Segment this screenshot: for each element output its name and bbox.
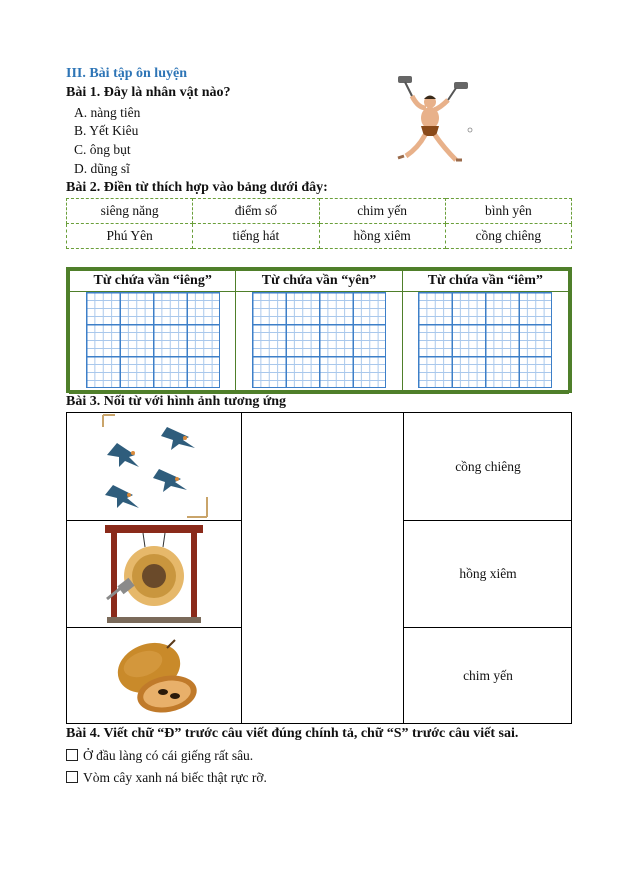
matching-table bbox=[66, 412, 572, 724]
bai1-option-c: C. ông bụt bbox=[74, 142, 131, 157]
bai4-item-text: Ở đầu làng có cái giếng rất sâu. bbox=[83, 748, 254, 763]
writing-area-iêm[interactable] bbox=[402, 292, 568, 394]
bai3-title: Bài 3. Nối từ với hình ảnh tương ứng bbox=[66, 394, 287, 409]
swallows-image[interactable] bbox=[67, 413, 241, 520]
bai2-title: Bài 2. Điền từ thích hợp vào bảng dưới đây: bbox=[66, 180, 328, 195]
writing-grid bbox=[418, 292, 552, 388]
match-word[interactable]: chim yến bbox=[463, 667, 513, 683]
bai4-item bbox=[66, 770, 267, 786]
word-bank-cell: siêng năng bbox=[67, 199, 193, 224]
writing-grid bbox=[86, 292, 220, 388]
word-bank-cell: tiếng hát bbox=[193, 224, 319, 249]
word-bank-cell: chim yến bbox=[319, 199, 445, 224]
gong-image[interactable] bbox=[67, 521, 241, 627]
writing-area-iêng[interactable] bbox=[70, 292, 236, 394]
bai1-title: Bài 1. Đây là nhân vật nào? bbox=[66, 85, 231, 100]
answer-checkbox[interactable] bbox=[66, 749, 78, 761]
word-bank-cell: điểm số bbox=[193, 199, 319, 224]
bai1-option-b: B. Yết Kiêu bbox=[74, 123, 139, 138]
bai1-option-a: A. nàng tiên bbox=[74, 105, 141, 120]
rhyme-column-header: Từ chứa vần “iêng” bbox=[70, 271, 236, 292]
word-bank bbox=[66, 198, 572, 248]
match-word[interactable]: hồng xiêm bbox=[459, 566, 517, 581]
warrior-illustration bbox=[390, 72, 480, 172]
rhyme-column-header: Từ chứa vần “iêm” bbox=[402, 271, 568, 292]
bai4-title: Bài 4. Viết chữ “Đ” trước câu viết đúng chính tả, chữ “S” trước câu viết sai. bbox=[66, 726, 519, 741]
bai4-item bbox=[66, 748, 253, 764]
rhyme-column-header: Từ chứa vần “yên” bbox=[236, 271, 402, 292]
answer-checkbox[interactable] bbox=[66, 771, 78, 783]
match-word[interactable]: cồng chiêng bbox=[455, 458, 521, 474]
writing-area-yên[interactable] bbox=[236, 292, 402, 394]
word-bank-cell: hồng xiêm bbox=[319, 224, 445, 249]
writing-grid bbox=[252, 292, 386, 388]
sapodilla-image[interactable] bbox=[67, 628, 241, 723]
rhyme-table bbox=[66, 267, 572, 393]
bai4-item-text: Vòm cây xanh ná biếc thật rực rỡ. bbox=[83, 770, 267, 785]
word-bank-cell: cồng chiêng bbox=[445, 224, 571, 249]
word-bank-cell: bình yên bbox=[445, 199, 571, 224]
bai1-option-d: D. dũng sĩ bbox=[74, 161, 130, 176]
section-title: III. Bài tập ôn luyện bbox=[66, 66, 187, 81]
word-bank-cell: Phú Yên bbox=[67, 224, 193, 249]
